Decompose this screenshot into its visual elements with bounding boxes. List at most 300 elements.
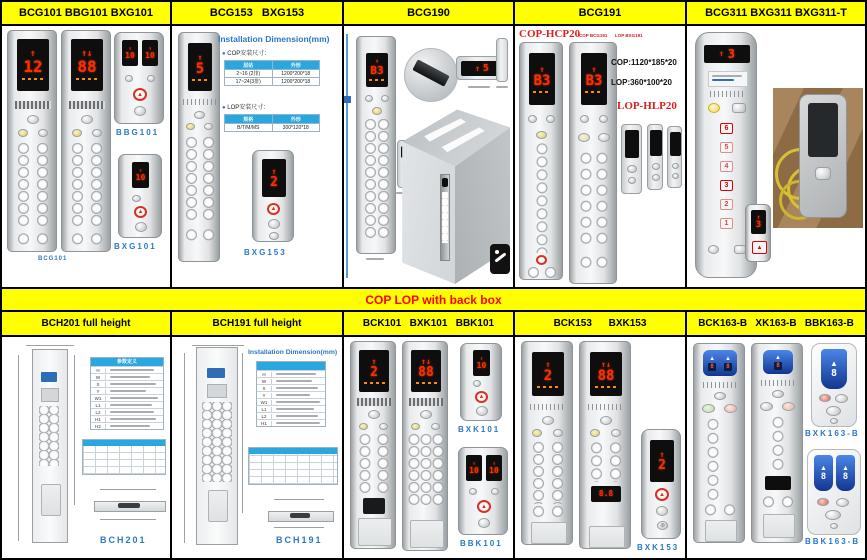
car-cop-strip xyxy=(440,174,451,261)
detail-zoom-circle xyxy=(404,48,458,102)
floor-display xyxy=(529,53,555,105)
duplex-display xyxy=(703,350,737,376)
floor-display xyxy=(581,53,607,105)
tiny-caption xyxy=(468,86,490,88)
cross-section-drawing xyxy=(268,499,332,531)
service-panel-outline xyxy=(208,490,228,522)
model-label-bbk101: BBK101 xyxy=(460,539,503,548)
open-button xyxy=(72,129,82,137)
floor-number: 12 xyxy=(23,57,43,76)
bottom-buttons xyxy=(14,233,52,246)
sticker xyxy=(207,368,225,378)
service-door xyxy=(763,514,795,538)
call-button xyxy=(135,222,147,232)
floor-number: B3 xyxy=(585,72,603,89)
round-button xyxy=(81,115,93,124)
open-button xyxy=(702,404,715,413)
lop-panel-bxg311 xyxy=(745,204,771,262)
product-photo-bxg311t xyxy=(773,88,863,228)
dimension-line xyxy=(74,355,75,505)
cell-bcg191 xyxy=(515,26,685,287)
floor-button-2: 2 xyxy=(720,199,733,210)
table-header-bar xyxy=(249,448,337,454)
cop-panel-bck163-b xyxy=(751,343,803,543)
open-button xyxy=(532,429,542,437)
param-key: L1 xyxy=(91,403,106,408)
table-header-bar xyxy=(83,440,165,446)
screw xyxy=(599,115,608,123)
floor-buttons-grid xyxy=(529,442,567,504)
display-ticks xyxy=(585,91,603,93)
table-header-bar xyxy=(257,362,325,370)
header-label: BCH191 full height xyxy=(212,318,302,329)
bullet-icon: ● xyxy=(222,51,228,57)
bottom-buttons xyxy=(68,233,106,246)
sticker xyxy=(41,372,57,382)
tiny-caption xyxy=(366,258,384,260)
call-button xyxy=(628,177,636,184)
lop-panel-bbk101 xyxy=(458,447,508,535)
header-label: BCH201 full height xyxy=(41,318,131,329)
key-switch xyxy=(147,75,155,82)
call-button xyxy=(134,106,146,116)
screw xyxy=(580,115,589,123)
call-button xyxy=(652,174,660,181)
hall-display xyxy=(122,40,138,66)
hall-display: ▲ 8 xyxy=(775,354,781,369)
col-spec: 规格 xyxy=(225,115,273,124)
floor-number: 10 xyxy=(145,50,155,60)
up-arrow-icon: ↑ xyxy=(371,357,377,366)
floor-number: 88 xyxy=(77,57,97,76)
size-matrix-table xyxy=(82,439,166,475)
cop-panel-bck101-b xyxy=(402,341,448,551)
header-label: BCG311 BXG311 BXG311-T xyxy=(705,7,847,19)
floor-buttons-grid xyxy=(356,434,392,494)
speaker-slots xyxy=(588,404,624,410)
close-button xyxy=(431,423,440,430)
key-switch xyxy=(830,418,838,424)
cop-panel-bck101-a xyxy=(350,341,396,549)
close-button xyxy=(611,429,621,437)
header-bcg191 xyxy=(515,2,685,24)
lop-dimension-text: LOP:360*100*20 xyxy=(611,78,672,87)
alarm-button: ▲ xyxy=(267,203,280,215)
round-button xyxy=(27,115,39,124)
hall-display xyxy=(814,455,833,491)
close-button xyxy=(379,423,388,430)
up-arrow-icon: ↑ xyxy=(475,63,480,73)
open-button xyxy=(760,402,773,411)
floor-number: 3 xyxy=(755,219,762,230)
header-label: BCK163-B XK163-B BBK163-B xyxy=(698,318,854,329)
key-switch xyxy=(473,380,481,387)
table-cell: 1200*200*18 xyxy=(272,78,320,86)
call-button xyxy=(819,394,831,402)
alarm-button xyxy=(708,103,720,113)
col-size: 外形 xyxy=(272,115,320,124)
param-key: L2 xyxy=(91,410,106,415)
cop-dimension-table xyxy=(224,60,320,86)
bottom-buttons xyxy=(183,229,217,242)
header-bcg190 xyxy=(344,2,513,24)
up-arrow-icon: ↑ xyxy=(30,49,36,59)
alarm-button: ▲ xyxy=(475,391,488,403)
param-key: W xyxy=(91,375,106,380)
dimension-line xyxy=(18,355,19,541)
call-button xyxy=(627,165,637,173)
model-label-bch191: BCH191 xyxy=(276,535,323,545)
key-switch xyxy=(132,195,141,202)
param-key: H2 xyxy=(91,424,106,429)
round-button xyxy=(600,416,612,425)
display-ticks xyxy=(533,91,551,93)
floor-buttons-grid xyxy=(578,151,610,247)
floor-number: B3 xyxy=(533,72,551,89)
lop-subcode: LOP BXG191 xyxy=(615,33,643,38)
hall-display xyxy=(466,455,482,481)
param-key: L1 xyxy=(257,407,272,412)
close-button xyxy=(553,429,563,437)
lop-series-title: LOP-HLP20 xyxy=(617,100,677,112)
installation-title: Installation Dimension(mm) xyxy=(218,34,330,44)
up-arrow-icon: ↑ xyxy=(718,49,724,58)
up-arrow-icon: ↑ xyxy=(472,460,476,467)
floor-buttons-column xyxy=(534,143,550,253)
key-switch xyxy=(365,95,373,102)
call-button xyxy=(652,163,660,170)
hall-display: ▲ 8 xyxy=(709,355,716,370)
floor-number: 10 xyxy=(476,360,487,370)
section-banner xyxy=(2,289,865,310)
floor-button-4: 4 xyxy=(720,161,733,172)
dimension-line xyxy=(192,345,244,346)
model-label-bxg153: BXG153 xyxy=(244,248,287,257)
param-key: H1 xyxy=(91,417,106,422)
speaker-slots xyxy=(703,382,737,388)
floor-number: 10 xyxy=(489,465,499,475)
round-button xyxy=(714,392,726,400)
floor-buttons-grid xyxy=(442,192,448,243)
service-door xyxy=(531,522,567,544)
floor-number: 10 xyxy=(135,172,146,182)
service-door xyxy=(705,520,737,542)
model-label-bxk153: BXK153 xyxy=(637,543,680,552)
banner-label: COP LOP with back box xyxy=(365,292,502,307)
floor-button-1: 1 xyxy=(720,218,733,229)
floor-number: B3 xyxy=(370,64,384,77)
display-outline xyxy=(207,384,227,398)
up-arrow-icon: ▲ xyxy=(820,464,827,472)
cell-bch201 xyxy=(2,337,170,558)
hall-display xyxy=(132,162,149,188)
display-ticks xyxy=(595,386,617,388)
param-key: X xyxy=(91,382,106,387)
call-button xyxy=(672,163,679,169)
table-cell: 300*120*18 xyxy=(272,124,320,132)
floor-buttons-grid xyxy=(587,442,625,482)
floor-button-6: 6 xyxy=(720,123,733,134)
display-ticks xyxy=(192,79,209,81)
hall-display xyxy=(751,210,766,234)
call-button xyxy=(476,406,488,416)
call-button xyxy=(836,498,849,507)
up-arrow-icon: ↑ xyxy=(197,52,203,62)
param-key: W xyxy=(257,379,272,384)
close-button xyxy=(598,133,610,142)
floor-number: 88 xyxy=(597,367,615,384)
header-bcg101 xyxy=(2,2,170,24)
brand-logo-badge xyxy=(490,244,510,274)
cell-bck163 xyxy=(687,337,865,558)
lop-panel-bxg101 xyxy=(118,154,162,238)
up-arrow-icon: ▲ xyxy=(842,464,849,472)
cop-subcode: COP BCG191 xyxy=(579,33,608,38)
floor-number: 5 xyxy=(482,62,489,74)
param-key: H1 xyxy=(257,421,272,426)
open-button xyxy=(411,423,420,430)
dimension-line xyxy=(242,353,243,513)
floor-number: 10 xyxy=(469,465,479,475)
floor-number: 3 xyxy=(727,47,736,61)
call-button xyxy=(815,167,831,180)
display-ticks xyxy=(537,386,559,388)
floor-number: 2 xyxy=(370,365,378,380)
open-button xyxy=(578,133,590,142)
header-bch191 xyxy=(172,312,342,335)
service-door xyxy=(410,520,444,548)
floor-buttons-column xyxy=(704,418,722,502)
lop-panel-bxk101 xyxy=(460,343,502,421)
slim-lop xyxy=(496,38,508,82)
mini-indicator xyxy=(591,486,621,502)
cop-panel-bcg101-a xyxy=(7,30,57,252)
table-cell: 17~24(3排) xyxy=(225,78,273,86)
floor-number: 88 xyxy=(418,365,434,380)
lop-panel-bbk163 xyxy=(807,449,861,535)
lop-dimension-table xyxy=(224,114,320,132)
speaker-grille xyxy=(15,101,51,109)
arrows-icon: ↑↓ xyxy=(81,49,93,59)
cop-panel-bcg101-b xyxy=(61,30,111,252)
floor-number: 2 xyxy=(543,367,553,384)
model-label-bxg101: BXG101 xyxy=(114,242,157,251)
cop-outline-drawing xyxy=(32,349,68,543)
close-button xyxy=(92,129,102,137)
up-arrow-icon: ↑ xyxy=(138,167,142,174)
key-switch xyxy=(381,95,389,102)
cop-panel-bcg191-a xyxy=(519,42,563,280)
blue-rule xyxy=(346,34,348,278)
bullet-icon: ● xyxy=(222,105,228,111)
cell-bcg190 xyxy=(344,26,513,287)
floor-buttons-column xyxy=(769,416,787,472)
service-panel-outline xyxy=(41,484,61,516)
hall-display xyxy=(836,455,855,491)
buttons-outline xyxy=(202,402,232,482)
floor-buttons-grid xyxy=(14,143,52,227)
speaker-grille xyxy=(69,101,105,109)
parameter-table-title: 参数定义 xyxy=(91,358,163,366)
logo-dot xyxy=(495,250,499,254)
key-switch xyxy=(125,75,133,82)
header-label: BCG101 BBG101 BXG101 xyxy=(19,7,153,19)
header-bcg311 xyxy=(687,2,865,24)
param-key: L2 xyxy=(257,414,272,419)
col-size: 外形 xyxy=(272,61,320,70)
floor-display xyxy=(532,352,564,396)
lop-hlp20 xyxy=(647,124,663,190)
table-cell: 2~16 (2排) xyxy=(225,70,273,78)
cop-panel-bcg153 xyxy=(178,32,220,262)
param-key: H xyxy=(91,368,106,373)
cop-panel-bck153-a xyxy=(521,341,573,545)
round-button xyxy=(542,416,554,425)
key-switch xyxy=(830,523,838,529)
up-arrow-icon: ↑ xyxy=(148,45,152,52)
round-button xyxy=(420,410,432,419)
close-button xyxy=(204,123,213,130)
floor-display xyxy=(71,39,103,91)
hall-display xyxy=(821,349,847,389)
touch-screen xyxy=(808,103,838,157)
up-arrow-icon: ↑ xyxy=(756,213,761,221)
floor-number: 8 xyxy=(830,368,838,379)
round-button xyxy=(372,107,382,115)
intercom-grille xyxy=(363,498,385,514)
up-arrow-icon: ↑ xyxy=(591,64,597,74)
call-button xyxy=(268,219,280,229)
up-arrow-icon: ↑ xyxy=(492,460,496,467)
parameter-table xyxy=(90,357,164,430)
up-arrow-icon: ↑ xyxy=(539,64,545,74)
hall-display xyxy=(625,130,639,158)
call-button xyxy=(825,510,841,520)
floor-buttons-grid xyxy=(183,137,217,221)
model-label-bcg101: BCG101 xyxy=(38,256,68,262)
bottom-buttons xyxy=(759,496,797,509)
touch-lop-device xyxy=(799,94,847,218)
cell-bck101 xyxy=(344,337,513,558)
cop-series-title: COP-HCP20 xyxy=(519,28,581,40)
speaker-slots xyxy=(761,380,795,386)
speaker-grille xyxy=(357,398,391,406)
floor-button-5: 5 xyxy=(720,142,733,153)
key-switch xyxy=(469,488,477,495)
floor-display xyxy=(188,43,212,91)
param-key: W1 xyxy=(91,396,106,401)
arrows-icon: ↑↓ xyxy=(421,357,431,366)
hall-display xyxy=(142,40,158,66)
hall-display: ▲ 8 xyxy=(724,355,731,370)
duplex-display xyxy=(763,350,793,374)
parameter-table xyxy=(256,361,326,427)
up-arrow-icon: ↑ xyxy=(271,166,277,176)
hall-display xyxy=(473,350,490,376)
table-cell: 1200*200*18 xyxy=(272,70,320,78)
lop-hlp20 xyxy=(667,126,682,188)
up-arrow-icon: ↑ xyxy=(545,359,551,369)
param-key: W1 xyxy=(257,400,272,405)
param-key: Y xyxy=(257,393,272,398)
call-button xyxy=(826,406,841,416)
up-arrow-icon: ▲ xyxy=(830,359,838,368)
display-ticks xyxy=(416,382,437,384)
up-arrow-icon: ↑ xyxy=(659,449,665,459)
header-label: BCG190 xyxy=(407,7,450,19)
header-bch201 xyxy=(2,312,170,335)
call-button xyxy=(478,518,490,528)
up-arrow-icon: ↑ xyxy=(128,45,132,52)
lop-panel-bxk153 xyxy=(641,429,681,539)
cell-bch191 xyxy=(172,337,342,558)
floor-display xyxy=(366,53,388,87)
header-label: BCG153 BXG153 xyxy=(209,7,305,19)
display-ticks xyxy=(22,78,44,80)
panel-edge-detail xyxy=(412,59,449,86)
up-arrow-icon: ↑ xyxy=(479,355,483,362)
close-button xyxy=(724,404,737,413)
up-arrow-icon: ↑ xyxy=(375,58,379,65)
arrows-icon: ↑↓ xyxy=(601,359,611,369)
speaker-slots xyxy=(530,404,566,410)
speaker-slots xyxy=(183,99,217,105)
indicator-digits: 8.8 xyxy=(598,489,614,498)
display-ticks xyxy=(76,78,98,80)
key-switch xyxy=(732,103,746,113)
lop-dim-note: ● LOP安装尺寸： xyxy=(222,105,270,111)
cop-dim-note: ● COP安装尺寸： xyxy=(222,51,271,57)
model-label-bbg101: BBG101 xyxy=(116,128,160,137)
floor-buttons-grid xyxy=(68,143,106,227)
header-label: BCG191 xyxy=(578,7,622,19)
open-button xyxy=(590,429,600,437)
floor-display xyxy=(411,350,441,392)
call-button xyxy=(672,173,679,179)
header-bcg153 xyxy=(172,2,342,24)
floor-buttons-grid xyxy=(408,434,444,506)
floor-number: 10 xyxy=(125,50,135,60)
display-ticks xyxy=(369,79,384,81)
header-bck153 xyxy=(515,312,685,335)
lop-hlp20 xyxy=(621,124,642,194)
round-button xyxy=(772,390,784,398)
call-button xyxy=(835,394,848,403)
model-label-bxk101: BXK101 xyxy=(458,425,501,434)
param-key: H xyxy=(257,372,272,377)
dimension-line xyxy=(26,345,74,346)
floor-number: 8 xyxy=(820,471,827,482)
display-outline xyxy=(41,388,59,402)
hall-display xyxy=(262,159,286,197)
speaker-slots xyxy=(710,91,744,97)
hall-display xyxy=(670,132,681,156)
call-button xyxy=(656,506,668,516)
hall-display xyxy=(486,455,502,481)
call-button: ⊗ xyxy=(657,521,668,530)
key-switch xyxy=(491,488,499,495)
mini-indicator xyxy=(765,476,791,490)
floor-display xyxy=(442,178,448,187)
floor-display xyxy=(17,39,49,91)
cop-panel-bcg191-b xyxy=(569,42,617,284)
param-key: Y xyxy=(91,389,106,394)
hall-display xyxy=(650,130,662,156)
blue-marker xyxy=(344,96,351,103)
floor-number: 8 xyxy=(842,471,849,482)
alarm-button: ▲ xyxy=(655,488,669,501)
lop-panel-bbg101 xyxy=(114,32,164,124)
